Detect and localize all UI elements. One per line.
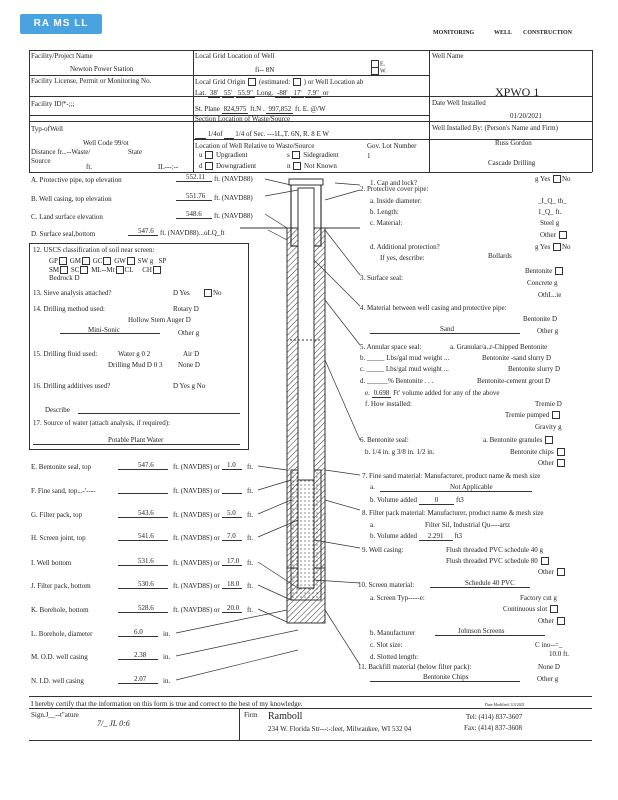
depth-underline: [118, 469, 168, 470]
gov-lot-value: 1: [367, 152, 371, 160]
depth-elevation: 531.6: [138, 557, 154, 565]
depth-label: F. Fine sand, top...-'----: [31, 487, 96, 495]
elevation-unit: ft. (NAVD88): [214, 194, 253, 202]
between-bentonite: Bentonite D: [523, 315, 558, 323]
elevation-underline: [176, 218, 212, 219]
depth-unit: ft. (NAVD8S) or: [173, 559, 220, 567]
upgradient: u Upgradient: [199, 151, 248, 159]
firm-tel: Tel: (414) 837-3607: [466, 713, 523, 721]
inside-dia: a. Inside diameter:: [370, 197, 422, 205]
depth-ft-value: 17.0: [227, 557, 240, 565]
depth-elevation: 528.6: [138, 604, 154, 612]
well-casing: [298, 188, 314, 588]
filter-pack-label: 8. Filter pack material: Manufacturer, product name & mesh size: [362, 509, 544, 517]
depth-underline: [118, 517, 168, 518]
tremie-pumped: Tremie pumped: [505, 411, 561, 419]
elevation-unit: ft. (NAVD88)...oLQ_ft: [160, 229, 225, 237]
dim-unit: in.: [163, 630, 171, 638]
installer-firm: Cascade Drilling: [488, 159, 536, 167]
depth-ft-underline: [222, 517, 242, 518]
casing-other: Other: [538, 568, 566, 576]
lbs-b: b. _____ Lbs/gal mud weight ...: [360, 354, 450, 362]
uscs-label: 12. USCS classification of soil near screen:: [33, 246, 155, 254]
hollow-stem: Hollow Stem Auger D: [128, 316, 191, 324]
depth-ft-unit: ft.: [247, 487, 254, 495]
dim-label: L. Borehole, diameter: [31, 630, 93, 638]
screen-material-label: 10. Screen material:: [358, 581, 415, 589]
grid-e: E.: [370, 60, 385, 68]
continuous-slot: Continuous slot: [503, 605, 559, 613]
fluid-water: Water g 0 2: [118, 350, 151, 358]
depth-ft-underline: [222, 493, 242, 494]
slotted-length-value: 10.0 ft.: [549, 650, 570, 658]
depth-ft-underline: [222, 565, 242, 566]
depth-label: H. Screen joint, top: [31, 534, 86, 542]
sidegradient: s Sidegradient: [287, 151, 339, 159]
fine-sand-a: a.: [370, 483, 375, 491]
section-values: 1/4of 1/4 of Sec. ---1L,T. 6N, R. 8 E W: [195, 130, 329, 138]
filter-pack-value: Filter Sil, Industrial Qu----artz: [425, 521, 511, 529]
bedrock: Bedrock D: [49, 274, 80, 282]
casing-sched40: Flush threaded PVC schedule 40 g: [446, 546, 544, 554]
depth-ft-unit: ft.: [247, 511, 254, 519]
cover-length: b. Length:: [370, 208, 399, 216]
elevation-underline: [128, 235, 158, 236]
factory-cut: Factory cut g: [520, 594, 557, 602]
depth-underline: [118, 588, 168, 589]
uscs-row-2: SM SC ML--Mt CL CH: [49, 266, 162, 274]
depth-label: E. Bentonite seal, top: [31, 463, 92, 471]
protective-cap: [289, 179, 323, 185]
screen-other: Other: [538, 617, 566, 625]
facility-id-label: Facility ID|*-;;;: [31, 100, 75, 108]
signature: 7/_ JL 0:6: [97, 719, 130, 728]
borehole-seal: [287, 228, 325, 568]
bentonite-chips: Bentonite chips: [510, 448, 566, 456]
distance-label: Distance fr...--Waste/: [31, 148, 91, 156]
license-label: Facility License, Permit or Monitoring No.: [31, 77, 152, 85]
seal-other: Other: [538, 459, 566, 467]
depth-ft-value: 20.0: [227, 604, 240, 612]
form-title-3: CONSTRUCTION: [523, 30, 573, 36]
depth-label: G. Filter pack, top: [31, 511, 83, 519]
slot-size-label: c. Slot size:: [370, 641, 403, 649]
depth-unit: ft. (NAVD8S) or: [173, 534, 220, 542]
depth-underline: [118, 565, 168, 566]
depth-underline: [118, 540, 168, 541]
add-protection-ans: g Yes No: [535, 243, 571, 251]
fine-sand-label: 7. Fine sand material: Manufacturer, product name & mesh size: [362, 472, 541, 480]
bentonite-sizes: b. 1/4 in. g 3/8 in. 1/2 in.: [365, 448, 435, 456]
depth-underline: [118, 612, 168, 613]
well-casing-label: 9. Well casing:: [362, 546, 404, 554]
backfill-value: Bentonite Chips: [423, 673, 469, 681]
screen-type: a. Screen Typ-----e:: [370, 594, 425, 602]
il-label: IL---:--: [158, 163, 179, 171]
depth-unit: ft. (NAVD8S) or: [173, 606, 220, 614]
additives-answer: D Yes g No: [173, 382, 206, 390]
date-installed-label: Date Well Installed: [432, 99, 486, 107]
depth-unit: ft. (NAVD8S) or: [173, 463, 220, 471]
backfill-none: None D: [538, 663, 560, 671]
lat-long: Lat. 38' 55' 55.9" Long. -88' 17' 7.9" or: [195, 89, 329, 97]
section-label: Section Location of Waste/Source: [195, 115, 291, 123]
elevation-label: C. Land surface elevation: [31, 213, 103, 221]
add-protection: d. Additional protection?: [370, 243, 440, 251]
ifyes-describe: If yes, describe:: [380, 254, 425, 262]
backfill-label: 11. Backfill material (below filter pack):: [358, 663, 472, 671]
depth-ft-underline: [222, 612, 242, 613]
elevation-value: 551.76: [186, 192, 206, 200]
annular-granular: a. Granular/a..r-Chipped Bentonite: [450, 343, 548, 351]
well-name-value: XPWO 1: [495, 85, 540, 99]
not-known: n Not Known: [287, 162, 337, 170]
depth-ft-unit: ft.: [247, 534, 254, 542]
date-installed-value: 01/20/2021: [510, 112, 542, 120]
depth-ft-value: 18.0: [227, 580, 240, 588]
dim-unit: in.: [163, 653, 171, 661]
depth-ft-value: 7.0: [227, 532, 236, 540]
depth-ft-underline: [222, 469, 242, 470]
describe-label: Describe: [45, 406, 70, 414]
depth-ft-value: 1.0: [227, 461, 236, 469]
certify-text: I hereby certify that the information on this form is true and correct to the best of my knowledge.: [31, 700, 303, 708]
state-plane: St. Plane 824,975 ft.N . 997,852 ft. E. @/W: [195, 105, 326, 113]
elevation-label: A. Protective pipe, top elevation: [31, 176, 122, 184]
manufacturer-label: b. Manufacturer: [370, 629, 416, 637]
elevation-underline: [176, 200, 212, 201]
cover-material: c. Material:: [370, 219, 403, 227]
elevation-label: B. Well casing, top elevation: [31, 195, 112, 203]
dim-underline: [118, 636, 158, 637]
local-grid-label: Local Grid Location of Well: [195, 52, 275, 60]
protective-pipe: [291, 183, 321, 246]
depth-underline: [118, 493, 168, 494]
depth-ft-unit: ft.: [247, 606, 254, 614]
depth-ft-unit: ft.: [247, 463, 254, 471]
well-code: Well Code 99/ot: [83, 139, 129, 147]
project-label: Facility/Project Name: [31, 52, 93, 60]
annular-seal: 5. Annular space seal:: [360, 343, 422, 351]
fluid-air: Air D: [183, 350, 200, 358]
surface-seal: 3. Surface seal:: [360, 274, 403, 282]
source-label: Source: [31, 157, 51, 165]
screen-material-value: Schedule 40 PVC: [465, 579, 515, 587]
backfill-other: Other g: [537, 675, 559, 683]
state-label: State: [128, 148, 142, 156]
cover-pipe-label: 2. Protective cover pipe:: [360, 185, 429, 193]
filter-pack-a: a.: [370, 521, 375, 529]
location-rel-label: Location of Well Relative to Waste/Source: [195, 142, 315, 150]
slotted-length-label: d. Slotted length:: [370, 653, 419, 661]
well-screen: [298, 480, 314, 588]
drill-other: Other g: [178, 329, 200, 337]
elevation-underline: [176, 181, 212, 182]
lbs-c-type: Bentonite slurry D: [508, 365, 561, 373]
between-other: Other g: [537, 327, 559, 335]
bentonite-3: Bentonite: [525, 267, 564, 275]
fluid-mud: Drilling Mud D 0 3: [108, 361, 163, 369]
firm-address: 234 W. Florida Str---:-:leet, Milwaukee, WI 532 04: [268, 725, 412, 733]
ft-label: ft.: [86, 163, 93, 171]
gravity: Gravity g: [535, 423, 562, 431]
additives-label: 16. Drilling additives used?: [33, 382, 111, 390]
cover-length-val: 1_Q_ ft.: [538, 208, 562, 216]
water-source-label: 17. Source of water (attach analysis, if required):: [33, 419, 171, 427]
lbs-c: c. _____ Lbs/gal mud weight ...: [360, 365, 449, 373]
firm-fax: Fax: (414) 837-3608: [464, 724, 522, 732]
borehole-lower: [287, 568, 325, 623]
sieve-label: 13. Sieve analysis attached?: [33, 289, 112, 297]
depth-unit: ft. (NAVD8S) or: [173, 582, 220, 590]
vol-e: e. 0.698 Ft' volume added for any of the above: [365, 389, 500, 397]
gov-lot-label: Gov. Lot Number: [367, 142, 417, 150]
concrete: Concrete g: [527, 279, 558, 287]
elevation-unit: ft. (NAVD88): [214, 175, 253, 183]
surface-other: OthL..ie: [538, 291, 562, 299]
depth-elevation: 530.6: [138, 580, 154, 588]
well-name-label: Well Name: [432, 52, 464, 60]
depth-label: K. Borehole, bottom: [31, 606, 89, 614]
depth-ft-unit: ft.: [247, 559, 254, 567]
date-modified: Date Modified: 3/3/2021: [485, 702, 525, 707]
installer-label: Well Installed By: (Person's Name and Firm): [432, 124, 558, 132]
manufacturer-value: Johnson Screens: [458, 627, 505, 635]
pct-d: d. ______% Bentonite . . .: [360, 377, 434, 385]
water-source-value: Potable Plant Water: [108, 436, 164, 444]
depth-elevation: 543.6: [138, 509, 154, 517]
dim-label: M. O.D. well casing: [31, 653, 88, 661]
dim-value: 2.38: [134, 651, 147, 659]
grid-origin: Local Grid Origin (estimated: ) or Well Location ab: [195, 78, 364, 86]
cover-other: Other: [540, 231, 568, 239]
well-type-label: Typ-ofWell: [31, 125, 63, 133]
depth-ft-value: 5.0: [227, 509, 236, 517]
depth-elevation: 547.6: [138, 461, 154, 469]
uscs-row-1: GP GM GC GW SW g SP: [49, 257, 167, 265]
depth-ft-underline: [222, 588, 242, 589]
fine-sand-value: Not Applicable: [450, 483, 493, 491]
signature-label: Sign.J__--t"ature: [31, 711, 79, 719]
dim-value: 2.07: [134, 675, 147, 683]
elevation-value: 552.11: [186, 173, 205, 181]
casing-sched80: Flush threaded PVC schedule 80: [446, 557, 550, 565]
pct-d-type: Bentonite-cement grout D: [477, 377, 551, 385]
how-installed: f. How installed:: [365, 400, 412, 408]
depth-unit: ft. (NAVD8S) or: [173, 487, 220, 495]
sieve-yes: D Yes: [173, 289, 190, 297]
slot-size-value: C ino--=_: [535, 641, 563, 649]
elevation-value: 547.6: [138, 227, 154, 235]
filter-pack-vol: b. Volume added 2.291 ft3: [370, 532, 463, 540]
dim-label: N. I.D. well casing: [31, 677, 84, 685]
material-between: 4. Material between well casing and protective pipe:: [360, 304, 507, 312]
local-grid-value: fi-- 8N: [255, 66, 275, 74]
fluid-label: 15. Drilling fluid used:: [33, 350, 98, 358]
lbs-b-type: Bentonite -sand slurry D: [482, 354, 552, 362]
cap-answer: g Yes No: [535, 175, 571, 183]
depth-label: J. Filter pack, bottom: [31, 582, 91, 590]
sieve-no: No: [203, 289, 222, 297]
grid-w: W.: [370, 67, 387, 75]
fine-sand-vol: b. Volume added 0 ft3: [370, 496, 464, 504]
depth-unit: ft. (NAVD8S) or: [173, 511, 220, 519]
cover-steel: Steel g: [540, 219, 560, 227]
depth-ft-unit: ft.: [247, 582, 254, 590]
depth-label: I. Well bottom: [31, 559, 72, 567]
rotary: Rotary D: [173, 305, 199, 313]
bentonite-seal: 6. Bentonite seal:: [360, 436, 409, 444]
mini-sonic: Mini-Sonic: [88, 326, 120, 334]
firm-name: Ramboll: [268, 711, 303, 722]
elevation-label: D. Surface seal,bottom: [31, 230, 96, 238]
firm-label: Firm: [244, 711, 258, 719]
project-name: Newton Power Station: [70, 65, 134, 73]
downgradient: d Downgradient: [199, 162, 257, 170]
cap-lock: 1. Cap and lock?: [370, 179, 418, 187]
form-title-2: WELL: [494, 30, 513, 36]
elevation-unit: ft. (NAVD88): [214, 212, 253, 220]
tremie: Tremie D: [535, 400, 562, 408]
dim-underline: [118, 659, 158, 660]
ramboll-logo: RA MS LL: [20, 14, 102, 34]
fluid-none: None D: [178, 361, 200, 369]
installer-name: Russ Gordon: [495, 139, 532, 147]
dim-value: 6.0: [134, 628, 143, 636]
depth-ft-underline: [222, 540, 242, 541]
bollards: Bollards: [488, 252, 512, 260]
depth-elevation: 541.6: [138, 532, 154, 540]
drill-label: 14. Drilling method used:: [33, 305, 105, 313]
dim-underline: [118, 683, 158, 684]
dim-unit: in.: [163, 677, 171, 685]
inside-dia-val: _I_Q_ th_: [538, 197, 567, 205]
form-title-1: MONITORING: [433, 30, 475, 36]
between-sand: Sand: [440, 325, 454, 333]
bentonite-granules: a. Bentonite granules: [483, 436, 554, 444]
filter-pack: [291, 470, 321, 600]
elevation-value: 548.6: [186, 210, 202, 218]
